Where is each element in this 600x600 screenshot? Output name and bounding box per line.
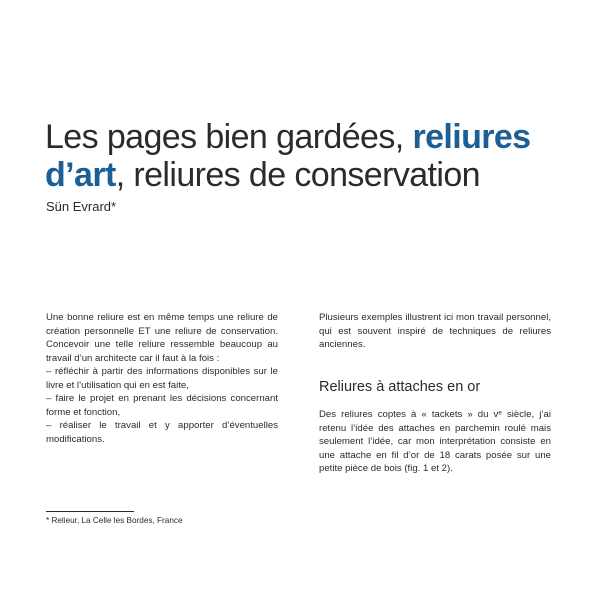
footnote-text: * Relieur, La Celle les Bordes, France [46,516,183,525]
column-right-section [319,408,551,476]
footnote-divider [46,511,134,512]
list-item: – faire le projet en prenant les décisions concernant forme et fonction, [46,393,278,418]
column-left [46,311,278,446]
right-section-paragraph: Des reliures coptes à « tackets » du vᵉ siècle, j’ai retenu l’idée des attaches en parchemin roulé mais seulement l’idée, car mon interprétation consiste en une attache en fil d’or de 18 carats posée sur une petite pièce de bois (fig. 1 et 2). [319,409,551,474]
section-subheading: Reliures à attaches en or [319,379,481,395]
title-part-1: Les pages bien gardées, [45,118,413,156]
list-item: – réaliser le travail et y apporter d’éventuelles modifications. [46,420,278,445]
left-intro-paragraph: Une bonne reliure est en même temps une reliure de création personnelle ET une reliure de conservation. Concevoir une telle reliure ressemble beaucoup au travail d’un architecte car il faut à la fois : [46,312,278,364]
title-part-2: , reliures de conservation [115,156,480,194]
right-intro-paragraph: Plusieurs exemples illustrent ici mon travail personnel, qui est souvent inspiré de techniques de reliures anciennes. [319,312,551,350]
author-name: Sün Evrard* [46,199,117,214]
list-item: – réfléchir à partir des informations disponibles sur le livre et l’utilisation qui en est faite, [46,366,278,391]
title-accent: reliures d’art [45,118,531,194]
column-right [319,311,551,352]
article-title [45,118,565,194]
